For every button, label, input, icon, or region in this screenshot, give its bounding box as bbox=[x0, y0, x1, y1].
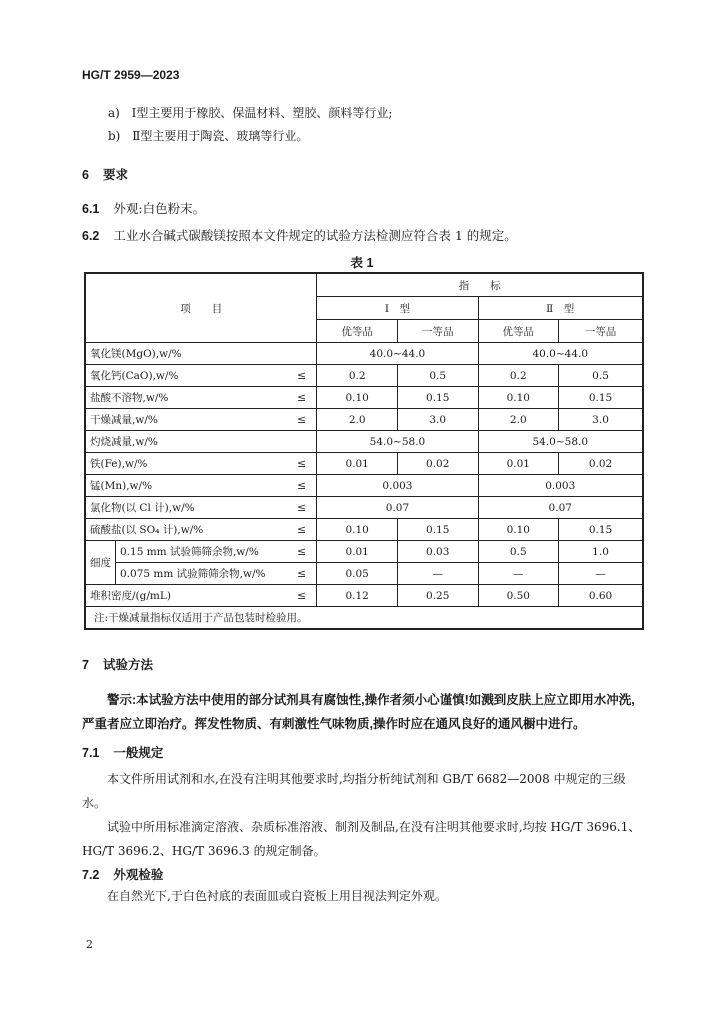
section-title: 要求 bbox=[102, 168, 128, 182]
list-text: Ⅱ型主要用于陶瓷、玻璃等行业。 bbox=[132, 129, 309, 143]
spec-table bbox=[84, 272, 644, 630]
le-symbol: ≤ bbox=[287, 387, 317, 409]
table-row bbox=[85, 585, 643, 607]
clause-7-1-heading bbox=[82, 743, 163, 761]
grade-header: 优等品 bbox=[317, 320, 398, 343]
cell-value: 1.0 bbox=[559, 541, 643, 563]
cell-value: 0.5 bbox=[478, 541, 559, 563]
clause-title: 一般规定 bbox=[113, 746, 164, 760]
cell-value: 0.12 bbox=[317, 585, 398, 607]
table-row bbox=[85, 497, 643, 519]
le-symbol: ≤ bbox=[287, 541, 317, 563]
cell-value: 0.003 bbox=[478, 475, 643, 497]
le-symbol: ≤ bbox=[287, 519, 317, 541]
cell-value: — bbox=[397, 563, 478, 585]
grade-header: 一等品 bbox=[559, 320, 643, 343]
le-symbol: ≤ bbox=[287, 453, 317, 475]
row-item: 盐酸不溶物,w/% bbox=[85, 387, 287, 409]
row-item: 堆积密度/(g/mL) bbox=[85, 585, 287, 607]
section-6-heading bbox=[82, 165, 128, 183]
table-row bbox=[85, 453, 643, 475]
safety-warning: 警示:本试验方法中使用的部分试剂具有腐蚀性,操作者须小心谨慎!如溅到皮肤上应立即用水冲洗,严重者应立即治疗。挥发性物质、有刺激性气味物质,操作时应在通风良好的通风橱中进行。 bbox=[82, 693, 635, 731]
section-number: 7 bbox=[82, 658, 89, 672]
list-mark: b) bbox=[108, 129, 121, 143]
cell-value: 0.5 bbox=[559, 365, 643, 387]
cell-value: 0.15 bbox=[397, 519, 478, 541]
paragraph: 本文件所用试剂和水,在没有注明其他要求时,均指分析纯试剂和 GB/T 6682—2008 中规定的三级水。 bbox=[82, 772, 626, 810]
cell-value: 3.0 bbox=[559, 409, 643, 431]
cell-value: 0.50 bbox=[478, 585, 559, 607]
row-item: 硫酸盐(以 SO₄ 计),w/% bbox=[85, 519, 287, 541]
type-1-header: Ⅰ 型 bbox=[317, 297, 478, 320]
standard-id: HG/T 2959—2023 bbox=[82, 68, 180, 82]
row-item: 氯化物(以 Cl 计),w/% bbox=[85, 497, 287, 519]
cell-value: 0.10 bbox=[478, 519, 559, 541]
clause-6-1 bbox=[82, 199, 205, 217]
cell-value: 40.0~44.0 bbox=[478, 343, 643, 365]
table-row bbox=[85, 519, 643, 541]
clause-text: 外观:白色粉末。 bbox=[113, 201, 206, 216]
clause-number: 7.1 bbox=[82, 746, 100, 760]
cell-value: 0.25 bbox=[397, 585, 478, 607]
cell-value: — bbox=[478, 563, 559, 585]
table-row bbox=[85, 365, 643, 387]
cell-value: 0.05 bbox=[317, 563, 398, 585]
table-row bbox=[85, 343, 643, 365]
clause-number: 6.1 bbox=[82, 202, 100, 216]
table-note-row bbox=[85, 607, 643, 630]
table-row bbox=[85, 409, 643, 431]
cell-value: 0.2 bbox=[478, 365, 559, 387]
table-title: 表 1 bbox=[350, 256, 374, 270]
table-row bbox=[85, 431, 643, 453]
cell-value: 0.60 bbox=[559, 585, 643, 607]
row-item: 0.15 mm 试验筛筛余物,w/% bbox=[116, 541, 287, 563]
type-2-header: Ⅱ 型 bbox=[478, 297, 643, 320]
le-symbol: ≤ bbox=[287, 409, 317, 431]
cell-value: 0.10 bbox=[317, 519, 398, 541]
cell-value: 0.15 bbox=[559, 387, 643, 409]
cell-value: 0.07 bbox=[478, 497, 643, 519]
grade-header: 优等品 bbox=[478, 320, 559, 343]
table-row bbox=[85, 387, 643, 409]
table-row bbox=[85, 475, 643, 497]
list-text: Ⅰ型主要用于橡胶、保温材料、塑胶、颜料等行业; bbox=[131, 106, 393, 120]
section-7-heading bbox=[82, 655, 153, 673]
usage-item-a bbox=[108, 104, 392, 121]
row-item: 铁(Fe),w/% bbox=[85, 453, 287, 475]
cell-value: 0.2 bbox=[317, 365, 398, 387]
cell-value: 0.01 bbox=[317, 541, 398, 563]
cell-value: 0.10 bbox=[317, 387, 398, 409]
clause-6-2 bbox=[82, 226, 517, 244]
row-item: 0.075 mm 试验筛筛余物,w/% bbox=[116, 563, 287, 585]
row-item: 锰(Mn),w/% bbox=[85, 475, 287, 497]
le-symbol: ≤ bbox=[287, 585, 317, 607]
paragraph: 在自然光下,于白色衬底的表面皿或白瓷板上用目视法判定外观。 bbox=[107, 889, 447, 903]
cell-value: 0.01 bbox=[478, 453, 559, 475]
cell-value: 0.5 bbox=[397, 365, 478, 387]
table-row bbox=[85, 541, 643, 563]
le-symbol: ≤ bbox=[287, 475, 317, 497]
cell-value: 54.0~58.0 bbox=[317, 431, 478, 453]
list-mark: a) bbox=[108, 106, 120, 120]
cell-value: 54.0~58.0 bbox=[478, 431, 643, 453]
section-number: 6 bbox=[82, 168, 89, 182]
cell-value: 0.07 bbox=[317, 497, 478, 519]
cell-value: 0.02 bbox=[559, 453, 643, 475]
le-symbol: ≤ bbox=[287, 365, 317, 387]
table-row bbox=[85, 563, 643, 585]
clause-title: 外观检验 bbox=[113, 868, 164, 882]
cell-value: 40.0~44.0 bbox=[317, 343, 478, 365]
clause-number: 7.2 bbox=[82, 868, 100, 882]
cell-value: 3.0 bbox=[397, 409, 478, 431]
index-header: 指 标 bbox=[317, 273, 643, 297]
row-item: 氧化镁(MgO),w/% bbox=[85, 343, 317, 365]
cell-value: 2.0 bbox=[478, 409, 559, 431]
grade-header: 一等品 bbox=[397, 320, 478, 343]
cell-value: 0.01 bbox=[317, 453, 398, 475]
cell-value: 0.10 bbox=[478, 387, 559, 409]
cell-value: 0.03 bbox=[397, 541, 478, 563]
paragraph: 试验中所用标准滴定溶液、杂质标准溶液、制剂及制品,在没有注明其他要求时,均按 HG/T 3696.1、HG/T 3696.2、HG/T 3696.3 的规定制备。 bbox=[82, 820, 641, 858]
cell-value: 0.003 bbox=[317, 475, 478, 497]
fineness-label: 细度 bbox=[85, 541, 116, 585]
clause-text: 工业水合碱式碳酸镁按照本文件规定的试验方法检测应符合表 1 的规定。 bbox=[113, 228, 517, 243]
usage-item-b bbox=[108, 127, 308, 144]
row-item: 灼烧减量,w/% bbox=[85, 431, 317, 453]
clause-7-2-heading bbox=[82, 865, 163, 883]
cell-value: — bbox=[559, 563, 643, 585]
table-note: 注:干燥减量指标仅适用于产品包装时检验用。 bbox=[85, 607, 643, 630]
cell-value: 0.15 bbox=[559, 519, 643, 541]
page-number: 2 bbox=[86, 938, 93, 951]
clause-number: 6.2 bbox=[82, 229, 100, 243]
row-item: 氧化钙(CaO),w/% bbox=[85, 365, 287, 387]
row-item: 干燥减量,w/% bbox=[85, 409, 287, 431]
cell-value: 0.02 bbox=[397, 453, 478, 475]
cell-value: 0.15 bbox=[397, 387, 478, 409]
section-title: 试验方法 bbox=[102, 658, 153, 672]
cell-value: 2.0 bbox=[317, 409, 398, 431]
item-header: 项 目 bbox=[85, 273, 317, 343]
le-symbol: ≤ bbox=[287, 563, 317, 585]
le-symbol: ≤ bbox=[287, 497, 317, 519]
